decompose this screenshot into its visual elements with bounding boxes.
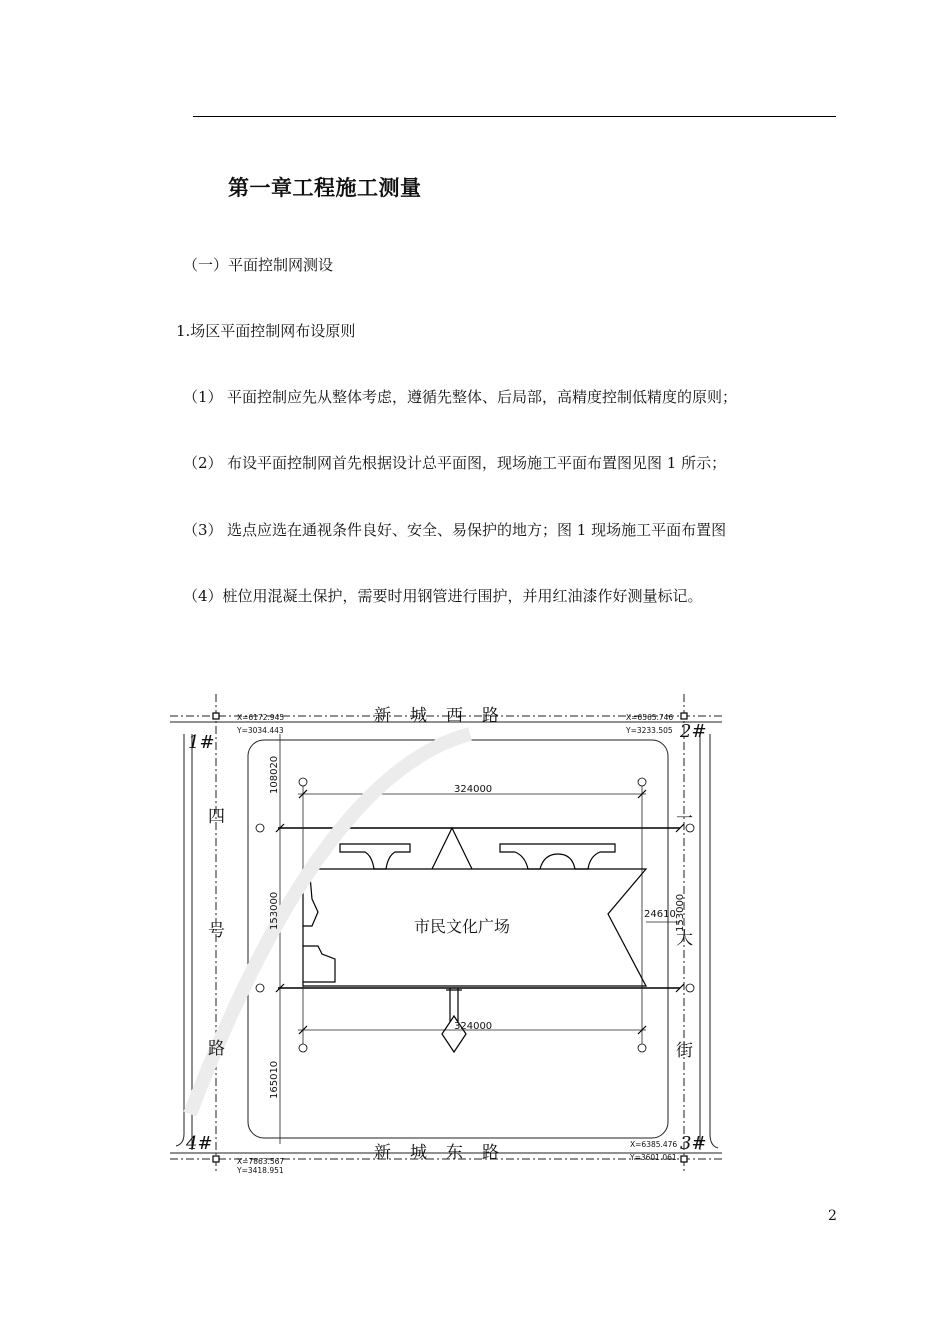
list-item — [183, 386, 737, 407]
coordinate-y: Y=3418.951 — [237, 1166, 284, 1174]
list-item-text: 选点应选在通视条件良好、安全、易保护的地方；图 1 现场施工平面布置图 — [227, 521, 727, 539]
dimension-left-middle: 153000 — [269, 891, 280, 930]
dimension-right-middle: 153000 — [675, 893, 686, 932]
coordinate-x: X=6565.746 — [626, 713, 674, 722]
dimension-left-upper: 108020 — [269, 755, 280, 794]
coordinate-x: X=6172.945 — [237, 713, 285, 722]
coordinate-x: X=6385.476 — [630, 1140, 678, 1149]
control-point-label: 3# — [680, 1133, 707, 1154]
coordinate-y: Y=3034.443 — [237, 726, 284, 735]
list-item-number: （3） — [183, 521, 223, 539]
coordinate-x: X=7863.567 — [237, 1157, 285, 1166]
list-item-text: 平面控制应先从整体考虑，遵循先整体、后局部，高精度控制低精度的原则； — [227, 388, 738, 406]
list-item: （4）桩位用混凝土保护，需要时用钢管进行围护，并用红油漆作好测量标记。 — [183, 587, 703, 605]
section-heading: （一）平面控制网测设 — [183, 256, 334, 274]
dimension-left-lower: 165010 — [269, 1060, 280, 1099]
road-name-top: 城 — [410, 706, 427, 726]
list-item-text: 布设平面控制网首先根据设计总平面图，现场施工平面布置图见图 1 所示； — [227, 454, 727, 472]
road-name-left: 号 — [208, 921, 225, 941]
list-item — [183, 452, 726, 473]
road-name-top: 西 — [446, 706, 463, 726]
dimension-bottom-width: 324000 — [454, 1021, 493, 1032]
list-item-number: （2） — [183, 454, 223, 472]
road-name-bottom: 城 — [410, 1143, 427, 1163]
road-name-right: 大 — [676, 929, 693, 949]
control-point-label: 2# — [680, 721, 707, 742]
road-name-bottom: 新 — [374, 1143, 391, 1163]
list-item — [183, 519, 726, 540]
control-point-label: 4# — [186, 1133, 213, 1154]
site-plan-figure — [170, 694, 722, 1174]
control-point-label: 1# — [188, 732, 215, 753]
road-name-bottom: 东 — [446, 1143, 463, 1163]
dimension-arrow-gap: 24610 — [644, 909, 676, 920]
coordinate-y: Y=3233.505 — [626, 726, 673, 735]
road-name-top: 路 — [482, 706, 499, 726]
road-name-left: 四 — [208, 807, 225, 827]
chapter-title: 第一章工程施工测量 — [228, 176, 422, 200]
road-name-top: 新 — [374, 706, 391, 726]
road-name-bottom: 路 — [482, 1143, 499, 1163]
header-rule — [193, 116, 836, 117]
road-name-right: 街 — [676, 1041, 693, 1061]
plaza-label: 市民文化广场 — [414, 917, 511, 936]
subsection-heading: 1.场区平面控制网布设原则 — [176, 322, 356, 340]
road-name-left: 路 — [208, 1039, 225, 1059]
dimension-top-width: 324000 — [454, 784, 493, 795]
coordinate-y: Y=3601.061 — [630, 1153, 677, 1162]
list-item-number: （1） — [183, 388, 223, 406]
page-number: 2 — [828, 1208, 837, 1224]
road-name-right: 一 — [676, 809, 693, 829]
